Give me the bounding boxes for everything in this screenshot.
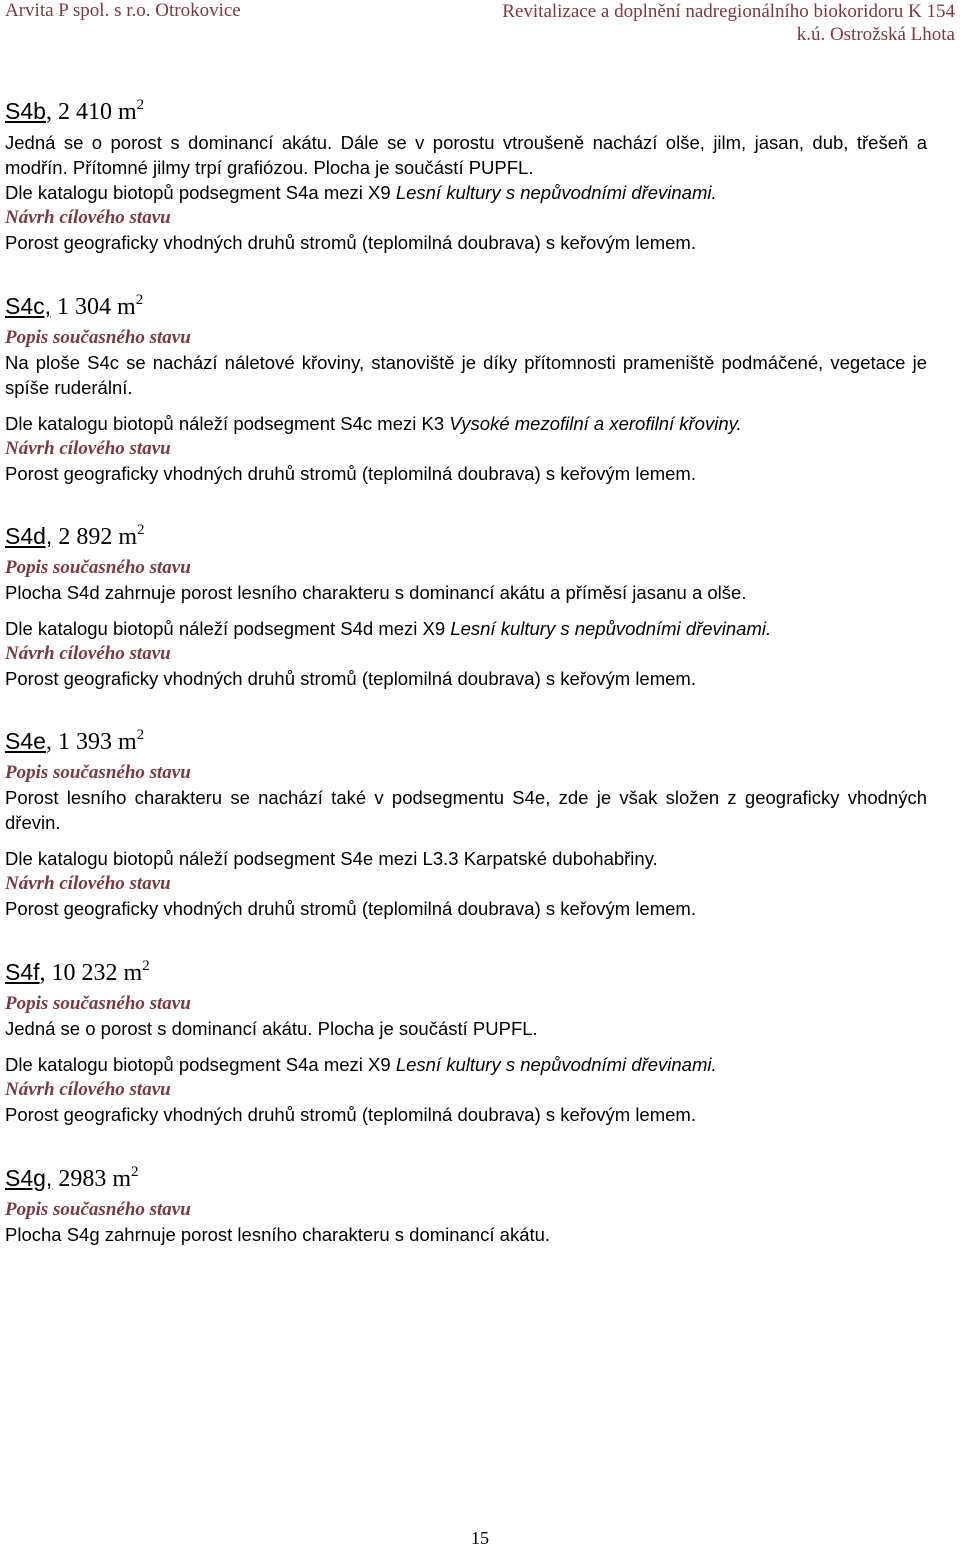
target-state-heading: Návrh cílového stavu: [5, 643, 171, 664]
header-project-title: Revitalizace a doplnění nadregionálního biokoridoru K 154: [502, 1, 955, 22]
section-s4g: [5, 1163, 927, 1247]
segment-code: S4e: [5, 728, 46, 754]
description-paragraph: Plocha S4g zahrnuje porost lesního charakteru s dominancí akátu.: [5, 1224, 551, 1245]
section-heading: [5, 291, 927, 322]
current-state-heading: Popis současného stavu: [5, 1199, 191, 1220]
catalogue-paragraph: [5, 411, 927, 436]
segment-code: S4d,: [5, 523, 53, 549]
segment-area: , 10 232 m: [39, 960, 143, 986]
catalogue-text: Dle katalogu biotopů náleží podsegment S4d mezi X9: [5, 618, 451, 639]
section-s4e: [5, 726, 927, 921]
section-s4d: [5, 521, 927, 691]
description-paragraph: Plocha S4d zahrnuje porost lesního charakteru s dominancí akátu a příměsí jasanu a olše.: [5, 582, 747, 603]
target-state-text: Porost geograficky vhodných druhů stromů (teplomilná doubrava) s keřovým lemem.: [5, 463, 696, 484]
segment-area: , 2 410 m: [45, 99, 137, 125]
target-state-text: Porost geograficky vhodných druhů stromů (teplomilná doubrava) s keřovým lemem.: [5, 1104, 696, 1125]
header-company: Arvita P spol. s r.o. Otrokovice: [5, 0, 241, 21]
biotope-name: Lesní kultury s nepůvodními dřevinami.: [395, 1054, 717, 1075]
catalogue-paragraph: [5, 616, 927, 641]
area-unit-exponent: 2: [142, 958, 150, 974]
segment-area: 2983 m: [52, 1166, 131, 1192]
biotope-name: Lesní kultury s nepůvodními dřevinami.: [395, 182, 717, 203]
catalogue-paragraph: [5, 180, 927, 205]
section-s4b: [5, 96, 927, 255]
current-state-heading: Popis současného stavu: [5, 993, 191, 1014]
segment-code: S4b: [5, 98, 46, 124]
page-number: 15: [471, 1528, 489, 1548]
target-state-heading: Návrh cílového stavu: [5, 873, 171, 894]
target-state-heading: Návrh cílového stavu: [5, 438, 171, 459]
area-unit-exponent: 2: [137, 522, 145, 538]
description-paragraph: Porost lesního charakteru se nachází také v podsegmentu S4e, zde je však složen z geograficky vhodných dřevin.: [5, 787, 927, 833]
target-state-text: Porost geograficky vhodných druhů stromů (teplomilná doubrava) s keřovým lemem.: [5, 668, 696, 689]
segment-code: S4g,: [5, 1165, 53, 1191]
segment-code: S4f: [5, 959, 40, 985]
segment-code: S4c,: [5, 293, 52, 319]
segment-area: , 1 393 m: [45, 729, 137, 755]
section-heading: [5, 521, 927, 552]
area-unit-exponent: 2: [136, 727, 145, 743]
catalogue-paragraph: [5, 1052, 927, 1077]
section-heading: [5, 957, 927, 988]
area-unit-exponent: 2: [135, 292, 144, 308]
target-state-text: Porost geograficky vhodných druhů stromů (teplomilná doubrava) s keřovým lemem.: [5, 898, 696, 919]
header-cadastral-area: k.ú. Ostrožská Lhota: [796, 24, 955, 45]
description-paragraph: Jedná se o porost s dominancí akátu. Plocha je součástí PUPFL.: [5, 1018, 538, 1039]
area-unit-exponent: 2: [131, 1164, 139, 1180]
section-s4c: [5, 291, 927, 486]
current-state-heading: Popis současného stavu: [5, 557, 191, 578]
document-body: [5, 96, 927, 1247]
header-project: [502, 0, 955, 46]
catalogue-text: Dle katalogu biotopů podsegment S4a mezi X9: [5, 1054, 396, 1075]
target-state-heading: Návrh cílového stavu: [5, 1079, 171, 1100]
description-paragraph: Jedná se o porost s dominancí akátu. Dále se v porostu vtroušeně nachází olše, jilm, jasan, dub, třešeň a modřín. Přítomné jilmy trpí grafiózou. Plocha je součástí PUPFL.: [5, 132, 927, 178]
target-state-text: Porost geograficky vhodných druhů stromů (teplomilná doubrava) s keřovým lemem.: [5, 232, 696, 253]
segment-area: 1 304 m: [51, 294, 136, 320]
description-paragraph: Na ploše S4c se nachází náletové křoviny, stanoviště je díky přítomnosti prameniště podmáčené, vegetace je spíše ruderální.: [5, 352, 927, 398]
section-heading: [5, 96, 927, 127]
section-heading: [5, 1163, 927, 1194]
catalogue-text: Dle katalogu biotopů podsegment S4a mezi X9: [5, 182, 396, 203]
biotope-name: Vysoké mezofilní a xerofilní křoviny.: [449, 413, 742, 434]
segment-area: 2 892 m: [52, 524, 137, 550]
catalogue-paragraph: Dle katalogu biotopů náleží podsegment S4e mezi L3.3 Karpatské dubohabřiny.: [5, 848, 658, 869]
biotope-name: Lesní kultury s nepůvodními dřevinami.: [450, 618, 772, 639]
area-unit-exponent: 2: [136, 97, 145, 113]
section-s4f: [5, 957, 927, 1127]
page-header: [5, 0, 955, 48]
current-state-heading: Popis současného stavu: [5, 762, 191, 783]
section-heading: [5, 726, 927, 757]
catalogue-text: Dle katalogu biotopů náleží podsegment S4c mezi K3: [5, 413, 450, 434]
current-state-heading: Popis současného stavu: [5, 327, 191, 348]
target-state-heading: Návrh cílového stavu: [5, 207, 171, 228]
